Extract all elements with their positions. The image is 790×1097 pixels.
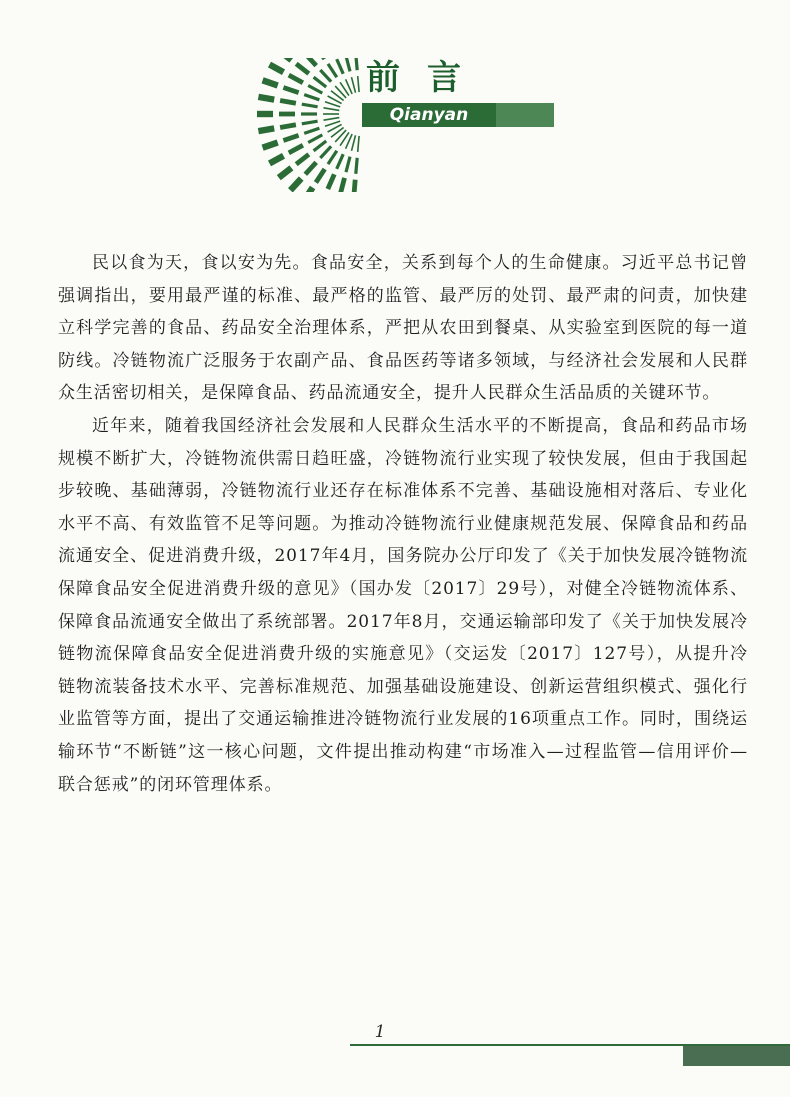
burst-ray-segment — [289, 75, 303, 83]
burst-ray-segment — [304, 95, 319, 100]
footer-accent-bar — [683, 1046, 790, 1066]
radial-burst-icon — [243, 58, 377, 192]
burst-ray-segment — [296, 154, 309, 164]
burst-ray-segment — [283, 88, 298, 93]
burst-ray-segment — [316, 58, 325, 59]
burst-ray-segment — [354, 180, 355, 192]
burst-ray-segment — [302, 121, 318, 124]
burst-ray-segment — [305, 162, 316, 174]
chapter-title: 前言 — [366, 58, 488, 98]
burst-ray-segment — [289, 145, 303, 153]
paragraph-2: 近年来，随着我国经济社会发展和人民群众生活水平的不断提高，食品和药品市场规模不断扩大，冷链物流供需日趋旺盛，冷链物流行业实现了较快发展，但由于我国起步较晚、基础薄弱，冷链物流行业还存在标准体系不完善、基础设施相对落后、专业化水平不高、有效监管不足等问题。为推动冷链物流行业健康规范发展、保障食品和药品流通安全、促进消费升级，2017年4月，国务院办公厅印发了《关于加快发展冷链物流保障食品安全促进消费升级的意见》（国办发〔2017〕29号），对健全冷链物流体系、保障食品流通安全做出了系统部署。2017年8月，交通运输部印发了《关于加快发展冷链物流保障食品安全促进消费升级的实施意见》（交运发〔2017〕127号），从提升冷链物流装备技术水平、完善标准规范、加强基础设施建设、创新运营组织模式、强化行业监管等方面，提出了交通运输推进冷链物流行业发展的16项重点工作。同时，围绕运输环节“不断链”这一核心问题，文件提出推动构建“市场准入—过程监管—信用评价—联合惩戒”的闭环管理体系。 — [58, 415, 748, 795]
chapter-title-en: Qianyan — [389, 105, 469, 125]
paragraph-1: 民以食为天，食以安为先。食品安全，关系到每个人的生命健康。习近平总书记曾强调指出，要用最严谨的标准、最严格的监管、最严厉的处罚、最严肃的问责，加快建立科学完善的食品、药品安全治理体系，严把从农田到餐桌、从实验室到医院的每一道防线。冷链物流广泛服务于农副产品、食品医药等诸多领域，与经济社会发展和人民群众生活密切相关，是保障食品、药品流通安全，提升人民群众生活品质的关键环节。 — [58, 253, 748, 404]
burst-ray-segment — [308, 86, 322, 94]
burst-ray-segment — [263, 143, 278, 148]
burst-ray-segment — [346, 58, 350, 71]
chapter-header — [0, 0, 790, 200]
burst-ray-segment — [258, 128, 274, 131]
burst-ray-segment — [263, 80, 278, 85]
burst-ray-segment — [328, 151, 337, 164]
burst-ray-segment — [358, 76, 359, 92]
preface-body — [58, 247, 748, 801]
burst-ray-segment — [352, 77, 356, 93]
burst-ray-segment — [314, 141, 327, 151]
burst-ray-segment — [316, 169, 325, 182]
burst-ray-segment — [279, 168, 292, 178]
burst-ray-segment — [341, 178, 345, 192]
burst-ray-segment — [258, 97, 274, 100]
burst-ray-segment — [328, 64, 337, 77]
burst-ray-segment — [320, 70, 331, 82]
burst-ray-segment — [280, 101, 296, 104]
burst-ray-segment — [346, 157, 350, 173]
burst-ray-segment — [270, 65, 284, 73]
title-bar-accent — [496, 103, 554, 127]
burst-ray-segment — [279, 58, 292, 60]
burst-ray-segment — [337, 59, 344, 74]
burst-ray-segment — [352, 135, 356, 151]
burst-ray-segment — [270, 156, 284, 164]
burst-ray-segment — [324, 108, 340, 111]
burst-ray-segment — [305, 58, 316, 66]
burst-ray-segment — [337, 154, 344, 169]
burst-ray-segment — [280, 125, 296, 128]
burst-ray-segment — [356, 158, 357, 174]
burst-ray-segment — [304, 188, 313, 193]
chapter-title-en-bar — [362, 103, 496, 127]
burst-ray-segment — [302, 104, 318, 107]
burst-ray-segment — [314, 77, 327, 87]
burst-ray-segment — [320, 146, 331, 158]
burst-ray-segment — [356, 58, 357, 70]
burst-ray-segment — [358, 136, 359, 152]
burst-ray-segment — [328, 174, 335, 189]
page-number: 1 — [374, 1022, 386, 1042]
burst-ray-segment — [290, 179, 301, 191]
burst-ray-segment — [308, 135, 322, 143]
burst-ray-segment — [324, 118, 340, 121]
burst-ray-segment — [304, 128, 319, 133]
burst-ray-segment — [283, 135, 298, 140]
burst-ray-segment — [296, 64, 309, 74]
